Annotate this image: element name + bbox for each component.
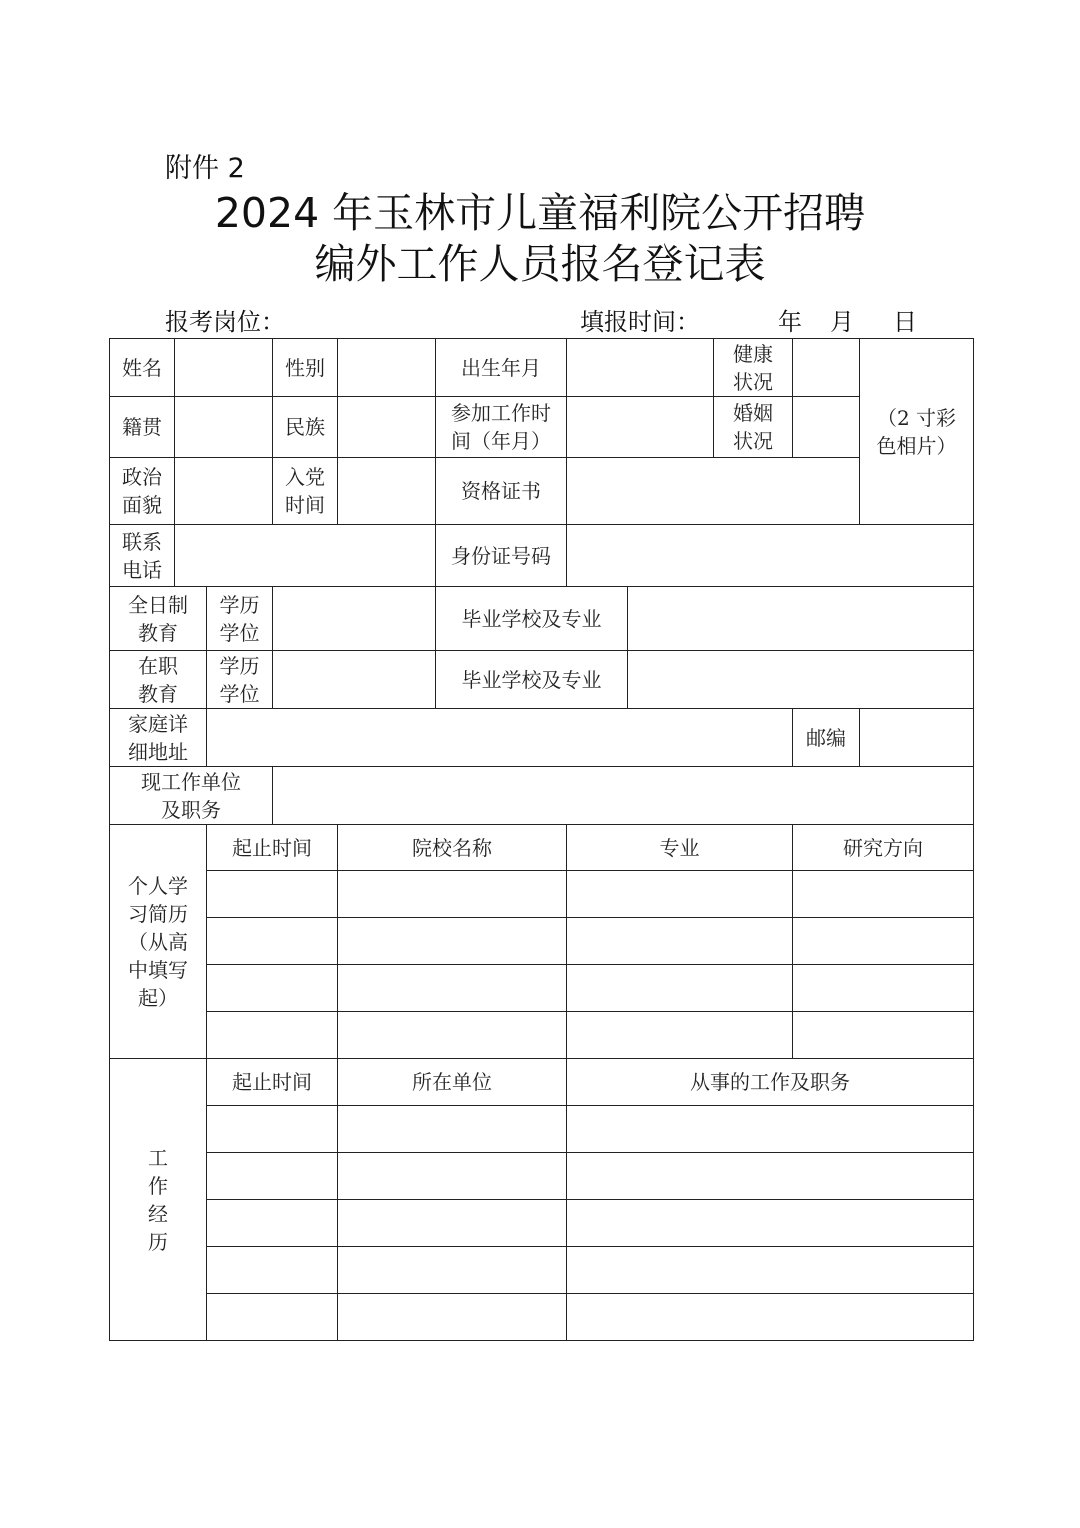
work-duty-cell[interactable] — [567, 1294, 974, 1341]
fulltime-school-label: 毕业学校及专业 — [436, 587, 628, 651]
year-label: 年 — [778, 308, 802, 336]
party-time-input-cell[interactable] — [338, 458, 436, 525]
ethnicity-input-cell[interactable] — [338, 397, 436, 458]
form-title-line-1: 2024 年玉林市儿童福利院公开招聘 — [214, 189, 866, 237]
work-history-label: 工 作 经 历 — [110, 1059, 207, 1341]
contact-label: 联系 电话 — [110, 525, 175, 587]
address-input-cell[interactable] — [207, 709, 793, 767]
current-unit-label: 现工作单位 及职务 — [110, 767, 273, 825]
inservice-edu-label: 在职 教育 — [110, 651, 207, 709]
native-place-input-cell[interactable] — [175, 397, 273, 458]
table-row — [110, 1200, 974, 1247]
address-label: 家庭详 细地址 — [110, 709, 207, 767]
inservice-degree-label: 学历 学位 — [207, 651, 273, 709]
study-school-cell[interactable] — [338, 871, 567, 918]
health-input-cell[interactable] — [793, 339, 860, 397]
work-header-unit: 所在单位 — [338, 1059, 567, 1106]
work-period-cell[interactable] — [207, 1106, 338, 1153]
id-number-input-cell[interactable] — [567, 525, 974, 587]
table-row — [110, 871, 974, 918]
table-row — [110, 1012, 974, 1059]
table-row — [110, 1153, 974, 1200]
study-research-cell[interactable] — [793, 871, 974, 918]
marital-input-cell[interactable] — [793, 397, 860, 458]
gender-input-cell[interactable] — [338, 339, 436, 397]
fulltime-school-input-cell[interactable] — [628, 587, 974, 651]
fulltime-edu-label: 全日制 教育 — [110, 587, 207, 651]
registration-form-table — [109, 338, 974, 1341]
name-input-cell[interactable] — [175, 339, 273, 397]
study-period-cell[interactable] — [207, 918, 338, 965]
attachment-label: 附件 2 — [165, 153, 245, 184]
study-major-cell[interactable] — [567, 871, 793, 918]
postcode-label: 邮编 — [793, 709, 860, 767]
id-number-label: 身份证号码 — [436, 525, 567, 587]
political-input-cell[interactable] — [175, 458, 273, 525]
study-header-school: 院校名称 — [338, 825, 567, 871]
health-label: 健康 状况 — [714, 339, 793, 397]
ethnicity-label: 民族 — [273, 397, 338, 458]
work-period-cell[interactable] — [207, 1247, 338, 1294]
contact-input-cell[interactable] — [175, 525, 436, 587]
study-history-label: 个人学 习简历 （从高 中填写 起） — [110, 825, 207, 1059]
study-major-cell[interactable] — [567, 918, 793, 965]
table-row — [110, 918, 974, 965]
work-duty-cell[interactable] — [567, 1247, 974, 1294]
name-label: 姓名 — [110, 339, 175, 397]
study-major-cell[interactable] — [567, 965, 793, 1012]
work-header-duty: 从事的工作及职务 — [567, 1059, 974, 1106]
table-row — [110, 1106, 974, 1153]
birth-input-cell[interactable] — [567, 339, 714, 397]
study-header-major: 专业 — [567, 825, 793, 871]
work-unit-cell[interactable] — [338, 1294, 567, 1341]
study-period-cell[interactable] — [207, 965, 338, 1012]
study-period-cell[interactable] — [207, 871, 338, 918]
study-research-cell[interactable] — [793, 918, 974, 965]
study-school-cell[interactable] — [338, 965, 567, 1012]
marital-label: 婚姻 状况 — [714, 397, 793, 458]
form-title-line-2: 编外工作人员报名登记表 — [314, 240, 766, 288]
work-unit-cell[interactable] — [338, 1106, 567, 1153]
inservice-school-input-cell[interactable] — [628, 651, 974, 709]
fulltime-degree-input-cell[interactable] — [273, 587, 436, 651]
work-period-cell[interactable] — [207, 1200, 338, 1247]
study-school-cell[interactable] — [338, 918, 567, 965]
work-duty-cell[interactable] — [567, 1200, 974, 1247]
study-header-period: 起止时间 — [207, 825, 338, 871]
work-duty-cell[interactable] — [567, 1106, 974, 1153]
study-major-cell[interactable] — [567, 1012, 793, 1059]
postcode-input-cell[interactable] — [860, 709, 974, 767]
work-unit-cell[interactable] — [338, 1247, 567, 1294]
month-label: 月 — [830, 308, 854, 336]
political-label: 政治 面貌 — [110, 458, 175, 525]
gender-label: 性别 — [273, 339, 338, 397]
work-start-input-cell[interactable] — [567, 397, 714, 458]
inservice-degree-input-cell[interactable] — [273, 651, 436, 709]
work-header-period: 起止时间 — [207, 1059, 338, 1106]
work-period-cell[interactable] — [207, 1294, 338, 1341]
fill-time-label: 填报时间： — [580, 308, 700, 336]
table-row — [110, 965, 974, 1012]
current-unit-input-cell[interactable] — [273, 767, 974, 825]
birth-label: 出生年月 — [436, 339, 567, 397]
position-label: 报考岗位： — [165, 308, 285, 336]
certificate-input-cell[interactable] — [567, 458, 860, 525]
table-row — [110, 1247, 974, 1294]
work-unit-cell[interactable] — [338, 1200, 567, 1247]
native-place-label: 籍贯 — [110, 397, 175, 458]
work-duty-cell[interactable] — [567, 1153, 974, 1200]
study-school-cell[interactable] — [338, 1012, 567, 1059]
work-period-cell[interactable] — [207, 1153, 338, 1200]
fulltime-degree-label: 学历 学位 — [207, 587, 273, 651]
work-start-label: 参加工作时 间（年月） — [436, 397, 567, 458]
work-unit-cell[interactable] — [338, 1153, 567, 1200]
study-research-cell[interactable] — [793, 965, 974, 1012]
study-research-cell[interactable] — [793, 1012, 974, 1059]
photo-cell[interactable]: （2 寸彩 色相片） — [860, 339, 974, 525]
party-time-label: 入党 时间 — [273, 458, 338, 525]
certificate-label: 资格证书 — [436, 458, 567, 525]
study-header-research: 研究方向 — [793, 825, 974, 871]
inservice-school-label: 毕业学校及专业 — [436, 651, 628, 709]
table-row — [110, 1294, 974, 1341]
study-period-cell[interactable] — [207, 1012, 338, 1059]
day-label: 日 — [893, 308, 917, 336]
